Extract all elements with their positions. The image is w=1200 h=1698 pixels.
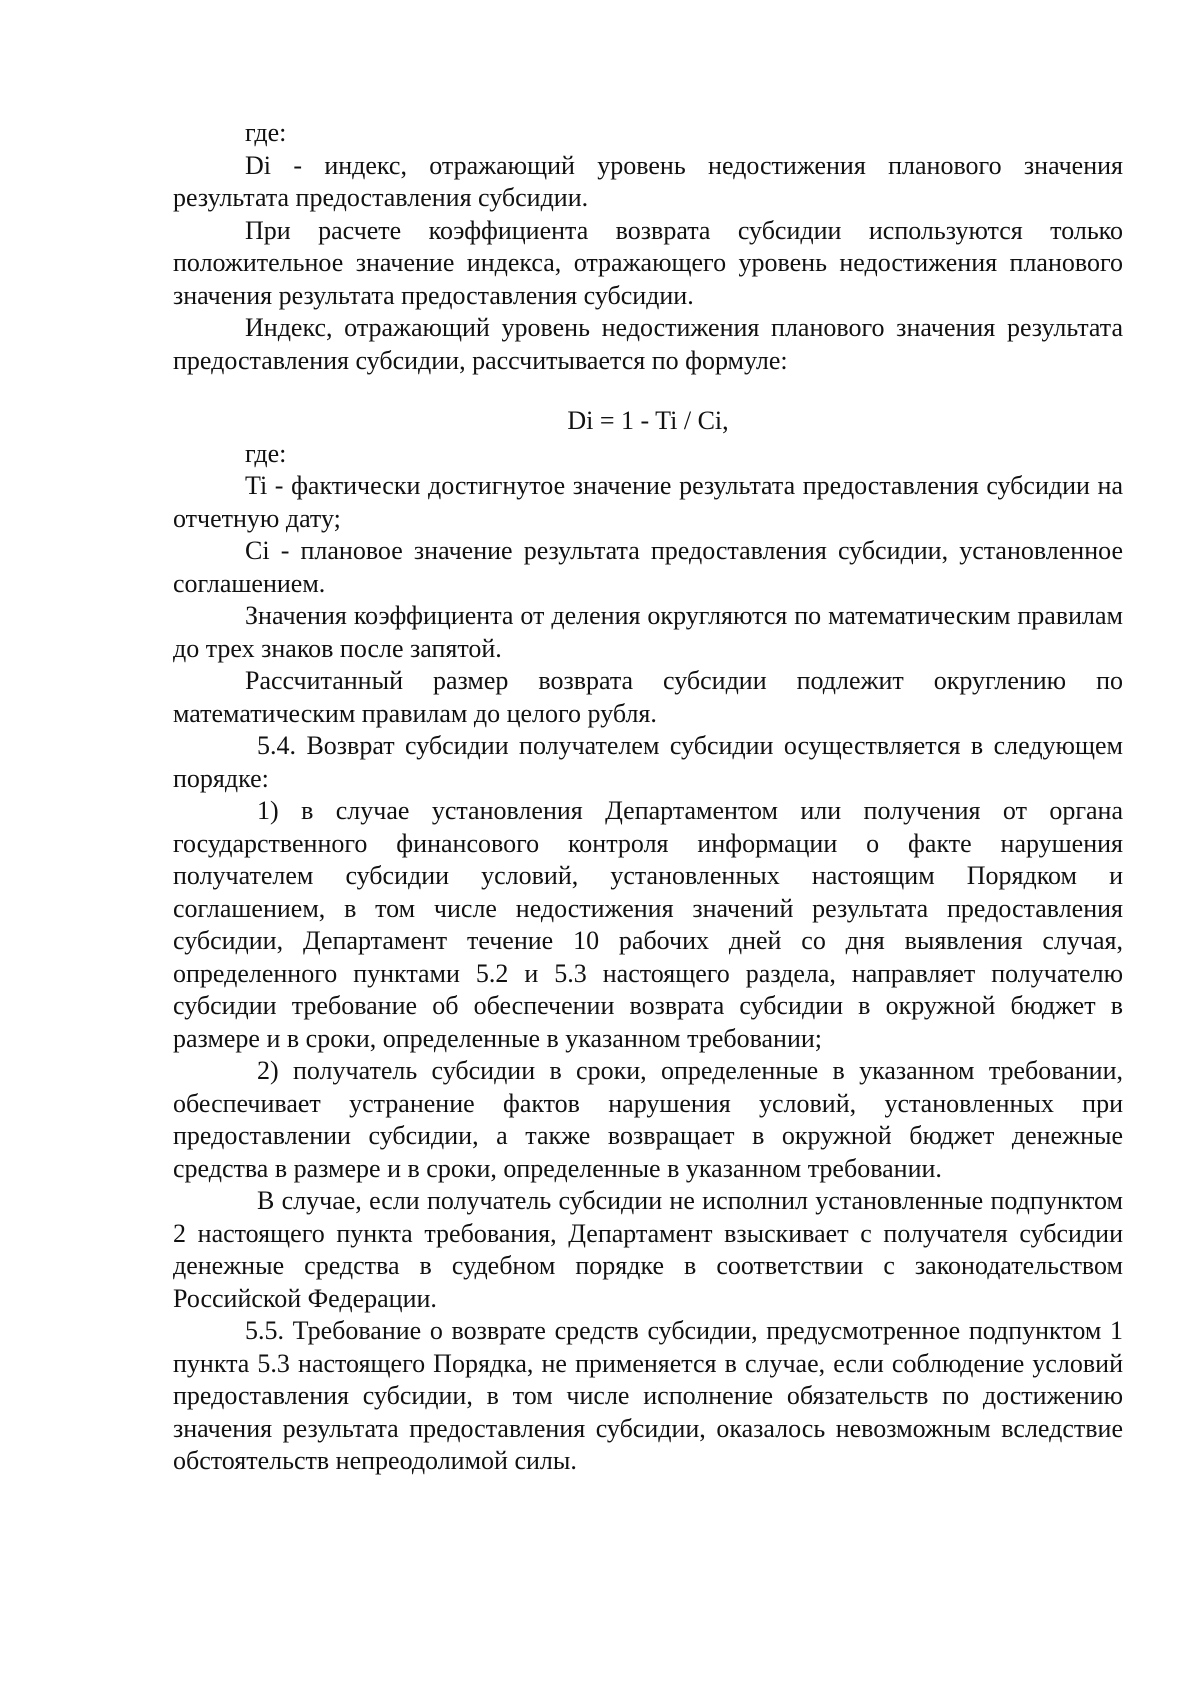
document-body [173, 117, 1123, 1478]
paragraph-index-formula-intro: Индекс, отражающий уровень недостижения планового значения результата предоставления субсидии, рассчитывается по формуле: [173, 313, 1123, 375]
paragraph-rounding-coefficient: Значения коэффициента от деления округляются по математическим правилам до трех знаков после запятой. [173, 601, 1123, 663]
paragraph-court-recovery: В случае, если получатель субсидии не исполнил установленные подпунктом 2 настоящего пункта требования, Департамент взыскивает с получателя субсидии денежные средства в судебном порядке в соответствии с законодательством Российской Федерации. [173, 1186, 1123, 1313]
paragraph-rounding-amount: Рассчитанный размер возврата субсидии подлежит округлению по математическим правилам до целого рубля. [173, 666, 1123, 728]
paragraph-subitem-2: 2) получатель субсидии в сроки, определенные в указанном требовании, обеспечивает устранение фактов нарушения условий, установленных при предоставлении субсидии, а также возвращает в окружной бюджет денежные средства в размере и в сроки, определенные в указанном требовании. [173, 1056, 1123, 1183]
formula-di: Di = 1 - Ti / Ci, [567, 406, 729, 435]
paragraph-subitem-1: 1) в случае установления Департаментом или получения от органа государственного финансового контроля информации о факте нарушения получателем субсидии условий, установленных настоящим Порядком и соглашением, в том числе недостижения значений результата предоставления субсидии, Департамент течение 10 рабочих дней со дня выявления случая, определенного пунктами 5.2 и 5.3 настоящего раздела, направляет получателю субсидии требование об обеспечении возврата субсидии в окружной бюджет в размере и в сроки, определенные в указанном требовании; [173, 796, 1123, 1053]
paragraph-ti-definition: Ti - фактически достигнутое значение результата предоставления субсидии на отчетную дату; [173, 471, 1123, 533]
paragraph-di-definition: Di - индекс, отражающий уровень недостижения планового значения результата предоставления субсидии. [173, 150, 1123, 212]
paragraph-section-5-5: 5.5. Требование о возврате средств субсидии, предусмотренное подпунктом 1 пункта 5.3 настоящего Порядка, не применяется в случае, если соблюдение условий предоставления субсидии, в том числе исполнение обязательств по достижению значения результата предоставления субсидии, оказалось невозможным вследствие обстоятельств непреодолимой силы. [173, 1316, 1123, 1475]
paragraph-positive-index: При расчете коэффициента возврата субсидии используются только положительное значение индекса, отражающего уровень недостижения планового значения результата предоставления субсидии. [173, 215, 1123, 310]
paragraph-where-1: где: [245, 118, 287, 147]
paragraph-section-5-4: 5.4. Возврат субсидии получателем субсидии осуществляется в следующем порядке: [173, 731, 1123, 793]
paragraph-where-2: где: [245, 438, 287, 468]
paragraph-ci-definition: Ci - плановое значение результата предоставления субсидии, установленное соглашением. [173, 536, 1123, 598]
